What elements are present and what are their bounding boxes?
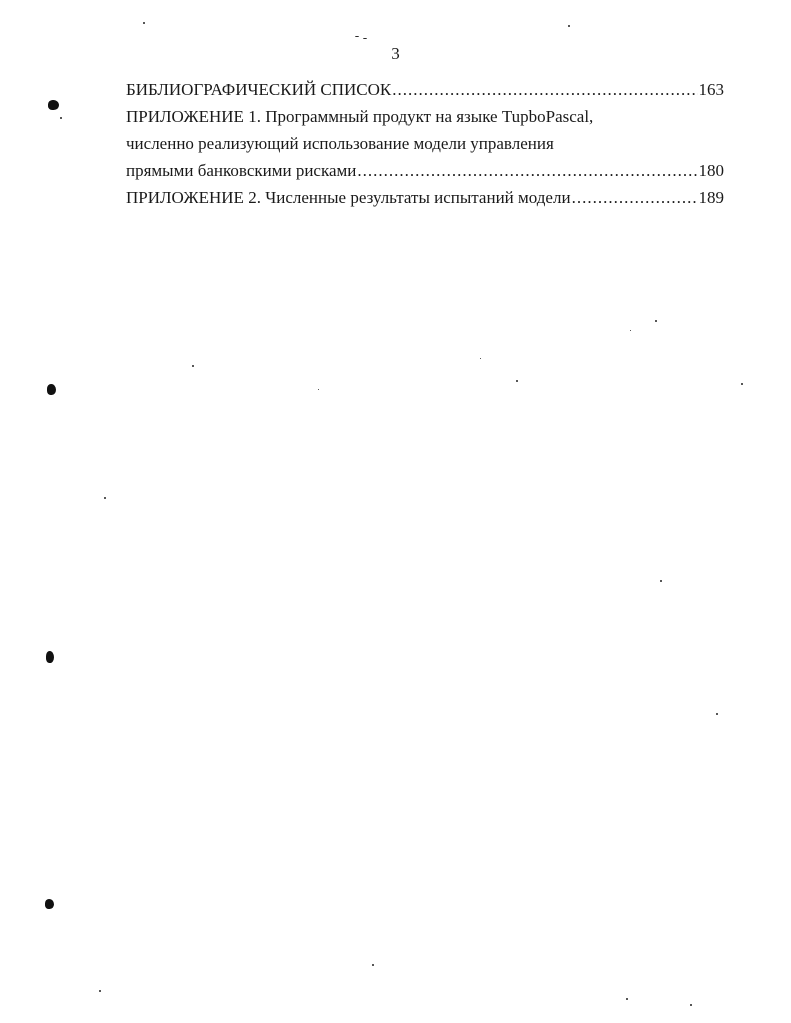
toc-entry-appendix-2 [126,184,724,211]
toc-entry-page: 163 [698,80,724,99]
scan-speck [690,1004,692,1006]
dot-leader [392,76,697,103]
toc-entry-appendix-1-line-1 [126,103,724,130]
scan-speck [318,389,319,390]
scan-speck [480,358,481,359]
toc-entry-page: 180 [698,161,724,180]
page-number: 3 [391,44,400,63]
scan-speck [104,497,106,499]
punch-hole-mark [45,899,54,909]
dot-leader [357,157,697,184]
scan-speck [626,998,628,1000]
scan-speck [660,580,662,582]
scan-speck [192,365,194,367]
punch-hole-mark [48,100,59,110]
scan-speck [716,713,718,715]
scan-speck [372,964,374,966]
scan-speck [355,36,359,37]
scan-speck [99,990,101,992]
scan-speck [516,380,518,382]
table-of-contents [126,76,724,211]
scan-speck [60,117,62,119]
punch-hole-mark [46,651,54,663]
toc-entry-title: численно реализующий использование модели управления [126,134,554,153]
scan-speck [630,330,631,331]
toc-entry-appendix-1-line-2 [126,130,724,157]
scan-speck [143,22,145,24]
dot-leader [572,184,698,211]
toc-entry-appendix-1-line-3 [126,157,724,184]
scan-speck [568,25,570,27]
scan-speck [741,383,743,385]
toc-entry-page: 189 [698,188,724,207]
toc-entry-bibliography [126,76,724,103]
toc-entry-title: ПРИЛОЖЕНИЕ 2. Численные результаты испытаний модели [126,188,571,207]
toc-entry-title: прямыми банковскими рисками [126,161,357,180]
punch-hole-mark [47,384,56,395]
toc-entry-title: ПРИЛОЖЕНИЕ 1. Программный продукт на языке TupboPascal, [126,107,594,126]
scan-speck [363,38,367,39]
scan-speck [655,320,657,322]
toc-entry-title: БИБЛИОГРАФИЧЕСКИЙ СПИСОК [126,80,392,99]
